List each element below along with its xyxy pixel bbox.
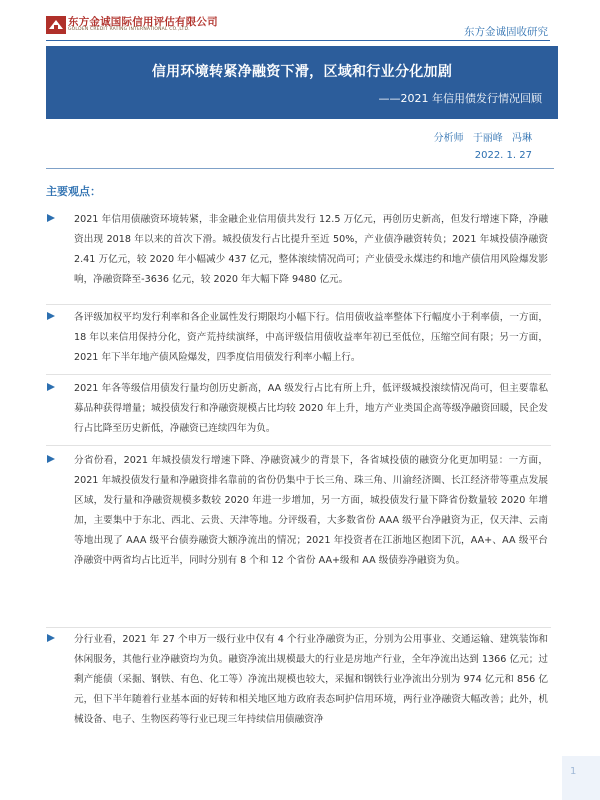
bullet-arrow-icon [46,633,56,643]
report-title: 信用环境转紧净融资下滑，区域和行业分化加剧 [151,64,453,80]
key-point-text: 分省份看，2021 年城投债发行增速下降、净融资减少的背景下，各省城投债的融资分化更加明显：一方面，2021 年城投债发行量和净融资排名靠前的省份仍集中于长三角、珠三角、川渝经济圈、长江经济带等重点发展区域，发行量和净融资规模多数较 2020 年进一步增加，另一方面，城投债发行量下降省份数量较 2020 年增加，主要集中于东北、西北、云贵、天津等地。分评级看，大多数省份 AAA 级平台净融资为正，仅天津、云南等地出现了 AAA 级平台债券融资大额净流出的情况；2021 年投资者在江浙地区抱团下沉，AA+、AA 级平台净融资中两省均占比近半，同时分别有 8 个和 12 个省份 AA+级和 AA 级债券净融资为负。 [74,455,548,566]
meta-divider [46,168,554,169]
bullet-arrow-icon [46,213,56,223]
key-point-text: 分行业看，2021 年 27 个申万一级行业中仅有 4 个行业净融资为正，分别为公用事业、交通运输、建筑装饰和休闲服务，其他行业净融资均为负。融资净流出规模最大的行业是房地产行业，全年净流出达到 1366 亿元；过剩产能债（采掘、钢铁、有色、化工等）净流出规模也较大，采掘和钢铁行业净流出分别为 974 亿元和 856 亿元，但下半年随着行业基本面的好转和相关地区地方政府表态呵护信用环境，两行业净融资大幅改善；此外，机械设备、电子、生物医药等行业已现三年持续信用债融资净 [74,634,548,725]
key-point-text: 2021 年各等级信用债发行量均创历史新高，AA 级发行占比有所上升，低评级城投滚续情况尚可，但主要靠私募品种获得增量；城投债发行和净融资规模占比均较 2020 年上升，地方产业类国企高等级净融资回暖，民企发行占比降至历史新低，净融资已连续四年为负。 [74,383,548,434]
header-divider [46,40,550,41]
analyst-name: 冯琳 [512,133,532,144]
bullet-arrow-icon [46,382,56,392]
logo-mark-icon [46,16,66,34]
analyst-label: 分析师 [433,133,464,144]
page-corner [562,756,600,800]
key-point-text: 2021 年信用债融资环境转紧，非金融企业信用债共发行 12.5 万亿元，再创历史新高，但发行增速下降，净融资出现 2018 年以来的首次下滑。城投债发行占比提升至近 50%，产业债净融资转负；2021 年城投债净融资 2.41 万亿元，较 2020 年小幅减少 437 亿元，整体滚续情况尚可；产业债受永煤违约和地产债信用风险爆发影响，净融资降至-3636 亿元，较 2020 年大幅下降 9480 亿元。 [74,214,548,285]
page-number: 1 [570,766,577,777]
logo-chinese-name: 东方金诚国际信用评估有限公司 [68,16,218,28]
logo-english-name: GOLDEN CREDIT RATING INTERNATIONAL CO.,LTD. [68,27,190,32]
key-point-text: 各评级加权平均发行利率和各企业属性发行期限均小幅下行。信用债收益率整体下行幅度小于利率债，一方面，18 年以来信用保持分化，资产荒持续演绎，中高评级信用债收益率年初已至低位，压缩空间有限；另一方面，2021 年下半年地产债风险爆发，四季度信用债发行利率小幅上行。 [74,312,548,363]
item-divider [46,627,551,628]
bullet-arrow-icon [46,311,56,321]
item-divider [46,304,551,305]
bullet-arrow-icon [46,454,56,464]
title-banner [46,46,558,119]
report-subtitle: ——2021 年信用债发行情况回顾 [378,92,542,105]
analyst-name: 于丽峰 [472,133,503,144]
item-divider [46,374,551,375]
analyst-line [428,129,532,144]
company-logo [46,14,218,36]
report-date: 2022. 1. 27 [474,150,532,161]
brand-name: 东方金诚固收研究 [464,26,548,38]
item-divider [46,445,551,446]
section-title: 主要观点： [46,185,101,198]
page-header [0,0,600,44]
